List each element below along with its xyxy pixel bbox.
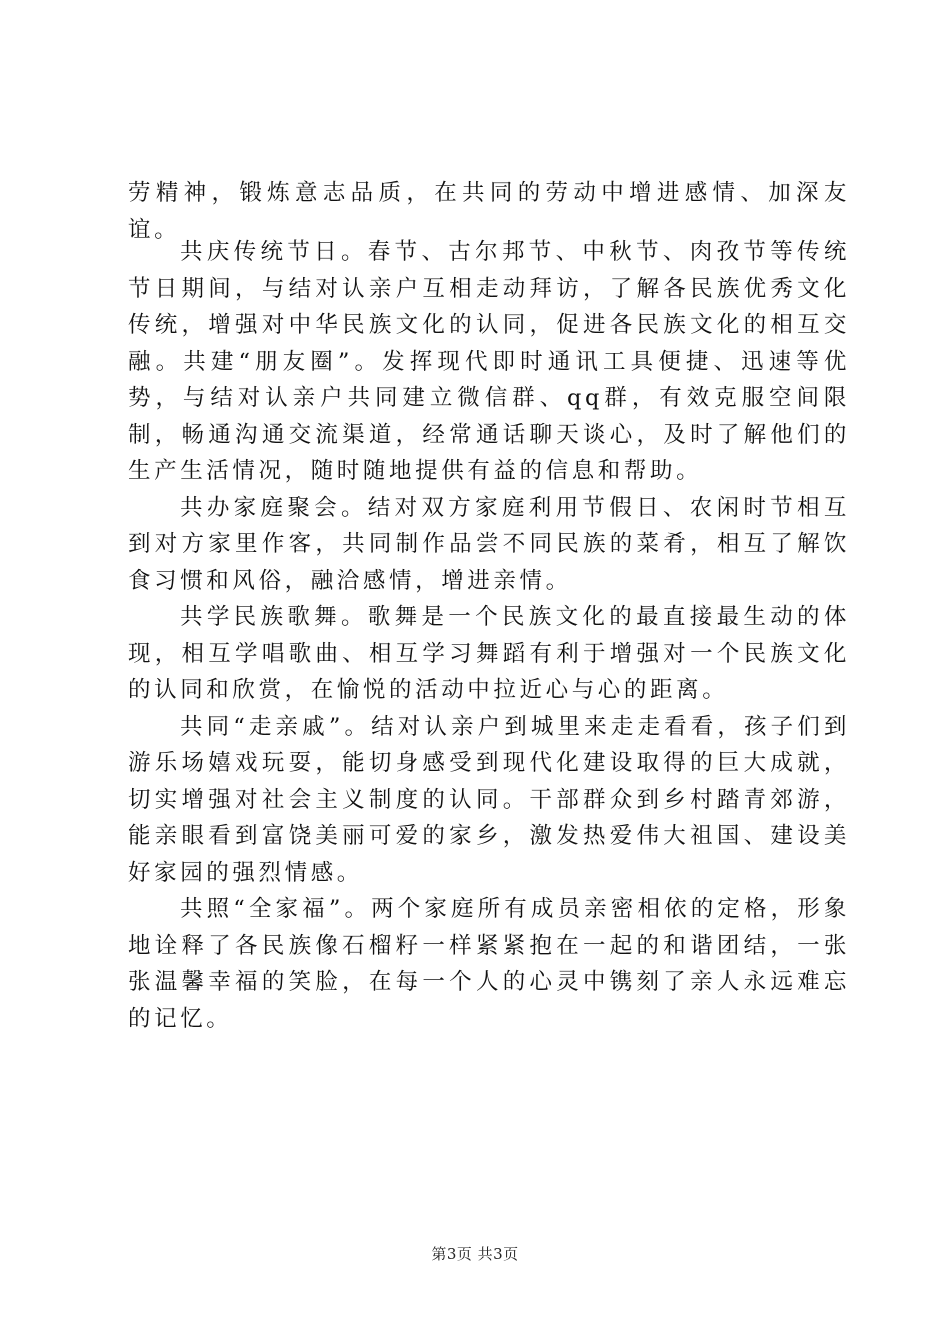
paragraph-traditional-festivals: 共庆传统节日。春节、古尔邦节、中秋节、肉孜节等传统节日期间，与结对认亲户互相走动拜访，了解各民族优秀文化传统，增强对中华民族文化的认同，促进各民族文化的相互交融。共建“朋友圈”。发挥现代即时通讯工具便捷、迅速等优势，与结对认亲户共同建立微信群、qq群，有效克服空间限制，畅通沟通交流渠道，经常通话聊天谈心，及时了解他们的生产生活情况，随时随地提供有益的信息和帮助。 [128,239,850,484]
continuation-paragraph: 劳精神，锻炼意志品质，在共同的劳动中增进感情、加深友谊。 [128,180,850,243]
paragraph-ethnic-song-dance: 共学民族歌舞。歌舞是一个民族文化的最直接最生动的体现，相互学唱歌曲、相互学习舞蹈有利于增强对一个民族文化的认同和欣赏，在愉悦的活动中拉近心与心的距离。 [128,604,850,703]
paragraph-family-gathering: 共办家庭聚会。结对双方家庭利用节假日、农闲时节相互到对方家里作客，共同制作品尝不同民族的菜肴，相互了解饮食习惯和风俗，融洽感情，增进亲情。 [128,494,850,594]
paragraph-visiting-relatives: 共同“走亲戚”。结对认亲户到城里来走走看看，孩子们到游乐场嬉戏玩耍，能切身感受到现代化建设取得的巨大成就，切实增强对社会主义制度的认同。干部群众到乡村踏青郊游，能亲眼看到富饶美丽可爱的家乡，激发热爱伟大祖国、建设美好家园的强烈情感。 [128,713,850,886]
paragraph-family-photo: 共照“全家福”。两个家庭所有成员亲密相依的定格，形象地诠释了各民族像石榴籽一样紧紧抱在一起的和谐团结，一张张温馨幸福的笑脸，在每一个人的心灵中镌刻了亲人永远难忘的记忆。 [128,896,850,1032]
page-number-footer: 第3页 共3页 [431,1245,519,1263]
body-text [128,234,850,1037]
